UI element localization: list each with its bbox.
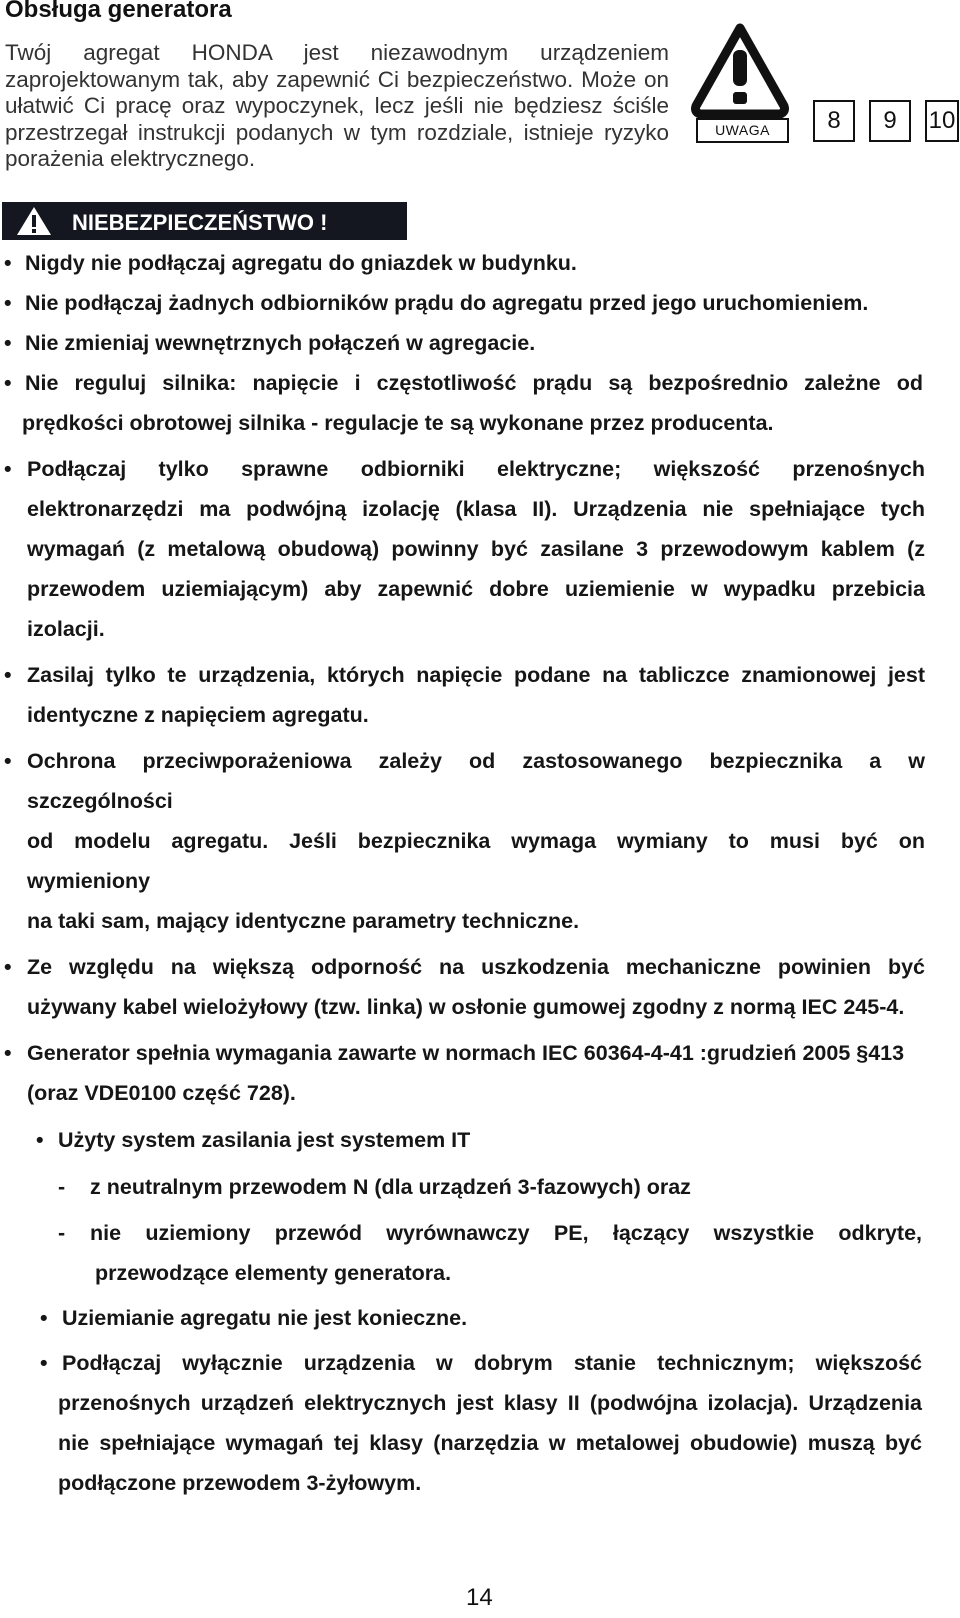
bullet-text: od modelu agregatu. Jeśli bezpiecznika wymaga wymiany to musi być on [27,829,925,853]
danger-title: NIEBEZPIECZEŃSTWO ! [72,210,328,235]
bullet-text: nie spełniające wymagań tej klasy (narzędzia w metalowej obudowie) muszą być [58,1431,922,1455]
bullet-text: Nie reguluj silnika: napięcie i częstotliwość prądu są bezpośrednio zależne od [25,371,923,395]
figure-number-box: 8 [813,100,855,142]
bullet-text: Podłączaj tylko sprawne odbiorniki elektryczne; większość przenośnych [27,457,925,481]
bullet-text: Nie zmieniaj wewnętrznych połączeń w agregacie. [25,331,536,355]
bullet-text: używany kabel wielożyłowy (tzw. linka) w osłonie gumowej zgodny z normą IEC 245-4. [27,995,905,1019]
bullet-text: Ze względu na większą odporność na uszkodzenia mechaniczne powinien być [27,955,925,979]
bullet-text: przenośnych urządzeń elektrycznych jest klasy II (podwójna izolacja). Urządzenia [58,1391,922,1415]
bullet-text: przewodem uziemiającym) aby zapewnić dobre uziemienie w wypadku przebicia [27,577,925,601]
bullet-text: Uziemianie agregatu nie jest konieczne. [62,1306,468,1330]
warning-label: UWAGA [696,118,789,143]
intro-paragraph: Twój agregat HONDA jest niezawodnym urządzeniem zaprojektowanym tak, aby zapewnić Ci bezpieczeństwo. Może on ułatwić Ci pracę oraz wypoczynek, lecz jeśli nie będziesz ściśle przestrzegał instrukcji podanych w tym rozdziale, istnieje ryzyko porażenia elektrycznego. [5,40,669,171]
figure-number-box: 9 [869,100,911,142]
danger-header [2,202,407,240]
bullet-text: Nie podłączaj żadnych odbiorników prądu do agregatu przed jego uruchomieniem. [25,291,869,315]
bullet-text: szczególności [27,789,173,813]
bullet: • [4,663,12,687]
bullet-text: Nigdy nie podłączaj agregatu do gniazdek w budynku. [25,251,577,275]
dash: - [58,1175,66,1199]
bullet-text: Podłączaj wyłącznie urządzenia w dobrym stanie technicznym; większość [62,1351,922,1375]
dash-text: z neutralnym przewodem N (dla urządzeń 3-fazowych) oraz [90,1175,691,1199]
dash-text: przewodzące elementy generatora. [95,1261,452,1285]
bullet-text: izolacji. [27,617,105,641]
page-number: 14 [466,1584,493,1611]
bullet: • [40,1351,48,1375]
bullet-text: prędkości obrotowej silnika - regulacje te są wykonane przez producenta. [22,411,774,435]
bullet: • [4,331,12,355]
bullet: • [4,1041,12,1065]
bullet: • [4,251,12,275]
bullet: • [4,955,12,979]
bullet-text: Ochrona przeciwporażeniowa zależy od zastosowanego bezpiecznika a w [27,749,925,773]
bullet-text: wymagań (z metalową obudową) powinny być zasilane 3 przewodowym kablem (z [27,537,925,561]
bullet: • [40,1306,48,1330]
bullet-text: podłączone przewodem 3-żyłowym. [58,1471,422,1495]
bullet: • [4,749,12,773]
bullet-text: Generator spełnia wymagania zawarte w normach IEC 60364-4-41 :grudzień 2005 §413 [27,1041,905,1065]
page-title: Obsługa generatora [5,0,232,23]
bullet: • [4,371,12,395]
dash-text: nie uziemiony przewód wyrównawczy PE, łączący wszystkie odkryte, [90,1221,922,1245]
bullet-text: wymieniony [27,869,151,893]
bullet: • [36,1128,44,1152]
bullet-text: Użyty system zasilania jest systemem IT [58,1128,471,1152]
warning-triangle-icon [16,206,52,236]
bullet-text: (oraz VDE0100 część 728). [27,1081,296,1105]
bullet: • [4,291,12,315]
dash: - [58,1221,66,1245]
bullet-text: identyczne z napięciem agregatu. [27,703,369,727]
figure-number-box: 10 [925,100,959,142]
bullet: • [4,457,12,481]
bullet-text: Zasilaj tylko te urządzenia, których napięcie podane na tabliczce znamionowej jest [27,663,925,687]
bullet-text: na taki sam, mający identyczne parametry techniczne. [27,909,580,933]
bullet-text: elektronarzędzi ma podwójną izolację (klasa II). Urządzenia nie spełniające tych [27,497,925,521]
